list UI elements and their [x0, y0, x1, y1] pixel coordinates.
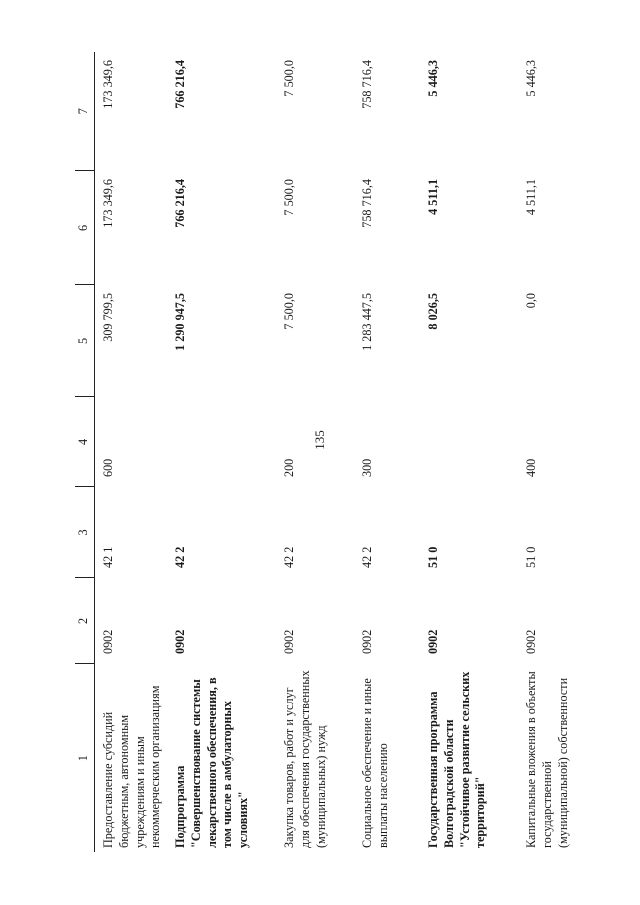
header-col-2: 2 — [75, 578, 94, 664]
row-name: Подпрограмма "Совершенствование системы лекарственного обеспечения, в том числе в амбулаторных условиях" — [172, 677, 251, 848]
expense-type-code: 400 — [523, 458, 538, 477]
table-row — [94, 52, 167, 852]
header-col-4: 4 — [75, 397, 94, 487]
program-code: 51 0 — [425, 546, 440, 568]
section-code: 0902 — [523, 629, 538, 654]
program-code: 42 2 — [281, 546, 296, 568]
section-code: 0902 — [100, 629, 115, 654]
row-name: Закупка товаров, работ и услуг для обеспечения государственных (муниципальных) нужд — [281, 670, 328, 848]
program-code: 42 2 — [359, 546, 374, 568]
amount-col-5: 7 500,0 — [281, 293, 296, 330]
row-name: Социальное обеспечение и иные выплаты населению — [359, 678, 390, 848]
budget-table — [75, 52, 586, 852]
table-row — [420, 52, 518, 852]
program-code: 51 0 — [523, 546, 538, 568]
amount-col-7: 7 500,0 — [281, 60, 296, 97]
header-col-7: 7 — [75, 52, 94, 171]
row-name: Предоставление субсидий бюджетным, автономным учреждениям и иным некоммерческим организациям — [100, 685, 163, 848]
program-code: 42 2 — [172, 546, 187, 568]
section-code: 0902 — [425, 629, 440, 654]
amount-col-5: 1 290 947,5 — [172, 293, 187, 351]
amount-col-5: 309 799,5 — [100, 293, 115, 342]
section-code: 0902 — [359, 629, 374, 654]
expense-type-code — [167, 397, 276, 487]
header-row — [75, 52, 94, 852]
amount-col-6: 758 716,4 — [359, 179, 374, 228]
header-col-3: 3 — [75, 487, 94, 578]
amount-col-7: 5 446,3 — [425, 60, 440, 97]
section-code: 0902 — [172, 629, 187, 654]
table-header — [75, 52, 94, 852]
amount-col-6: 4 511,1 — [523, 179, 538, 216]
program-code: 42 1 — [100, 546, 115, 568]
row-name: Государственная программа Волгоградской области "Устойчивое развитие сельских территорий" — [425, 671, 488, 848]
amount-col-5: 0,0 — [523, 293, 538, 309]
table-row — [518, 52, 586, 852]
table-row — [167, 52, 276, 852]
header-col-6: 6 — [75, 171, 94, 285]
row-name: Капитальные вложения в объекты государственной (муниципальной) собственности — [523, 671, 570, 848]
amount-col-7: 5 446,3 — [523, 60, 538, 97]
expense-type-code: 600 — [100, 458, 115, 477]
amount-col-7: 173 349,6 — [100, 60, 115, 109]
expense-type-code — [420, 397, 518, 487]
expense-type-code: 300 — [359, 458, 374, 477]
header-col-1: 1 — [75, 664, 94, 852]
amount-col-6: 766 216,4 — [172, 179, 187, 228]
table-body — [94, 52, 586, 852]
amount-col-7: 766 216,4 — [172, 60, 187, 109]
header-col-5: 5 — [75, 285, 94, 397]
amount-col-6: 7 500,0 — [281, 179, 296, 216]
amount-col-6: 4 511,1 — [425, 179, 440, 215]
table-row — [354, 52, 420, 852]
amount-col-5: 1 283 447,5 — [359, 293, 374, 351]
expense-type-code: 200 — [281, 458, 296, 477]
section-code: 0902 — [281, 629, 296, 654]
budget-table-rotated — [75, 52, 610, 852]
amount-col-7: 758 716,4 — [359, 60, 374, 109]
amount-col-5: 8 026,5 — [425, 293, 440, 330]
page-number: 135 — [312, 430, 327, 450]
amount-col-6: 173 349,6 — [100, 179, 115, 228]
table-row — [276, 52, 354, 852]
